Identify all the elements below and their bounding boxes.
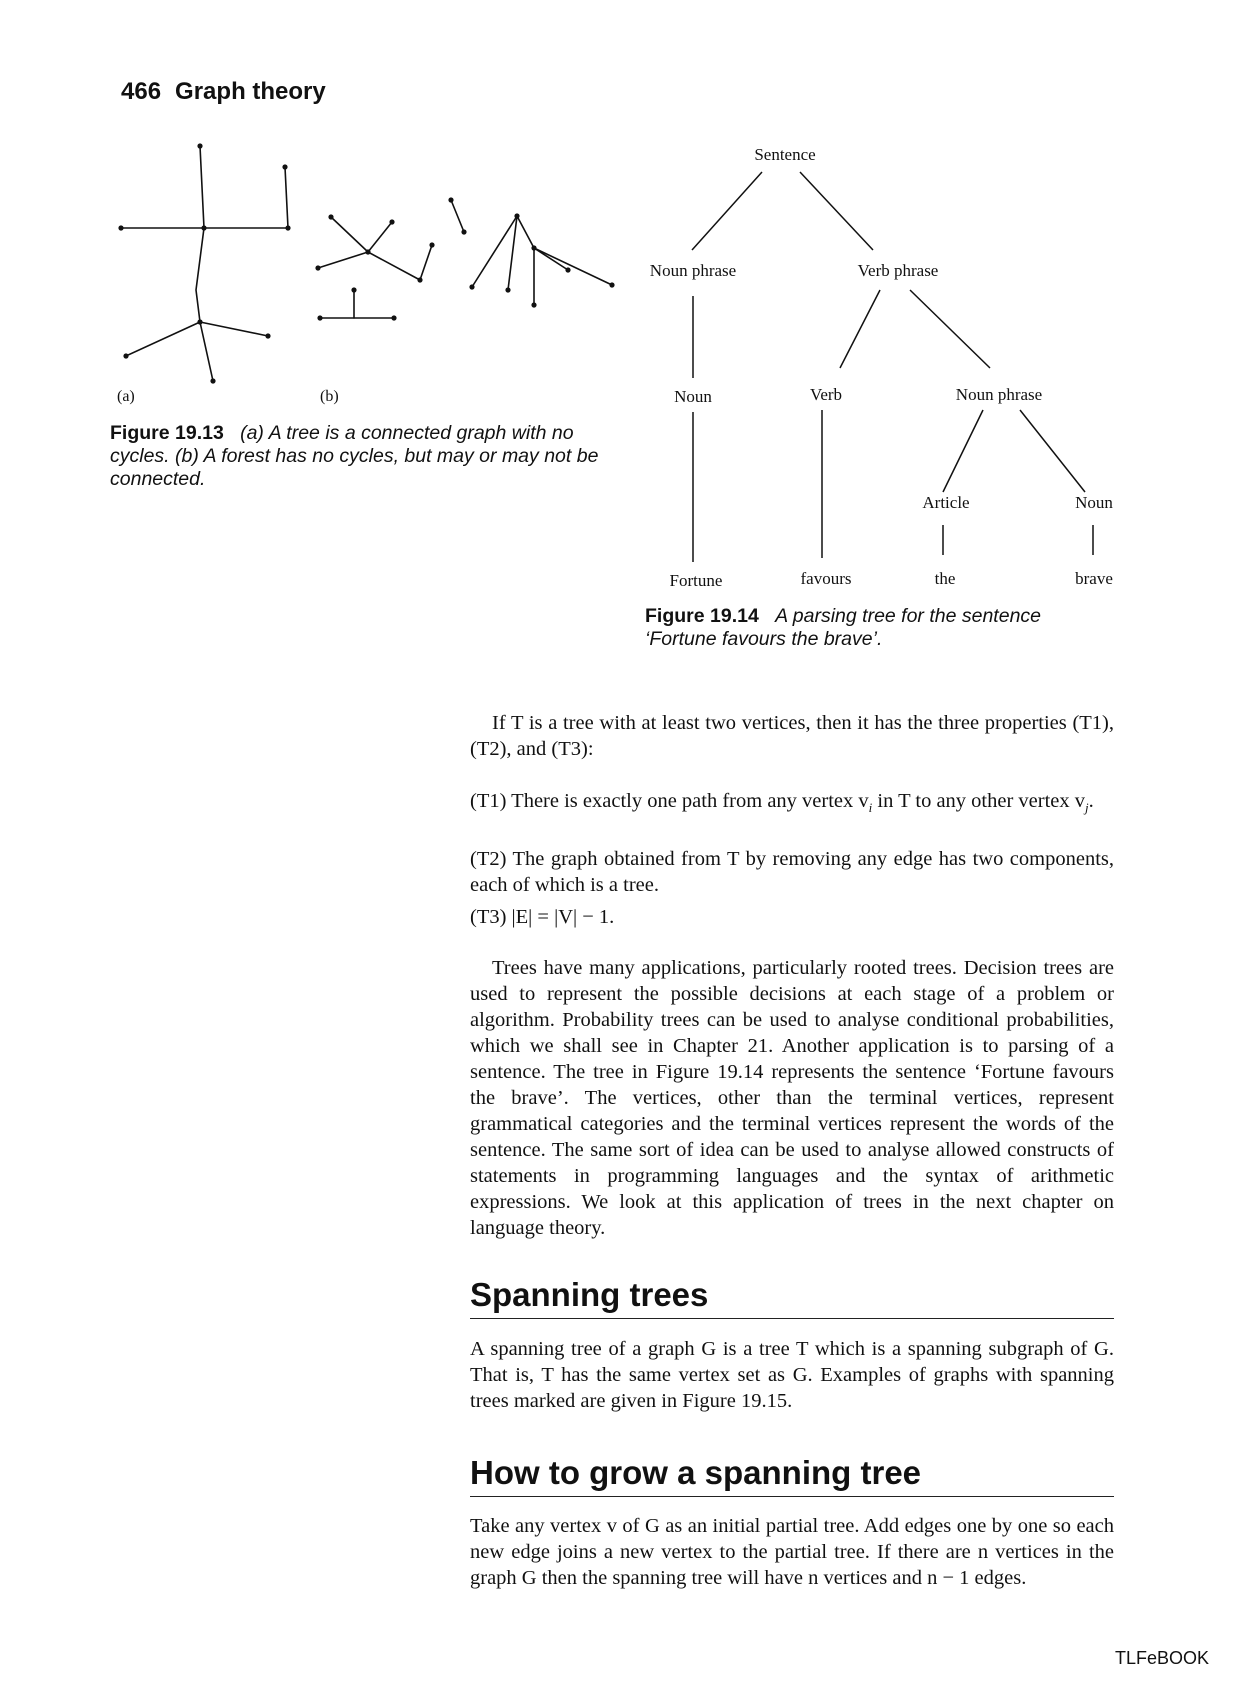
node-article: Article [922, 493, 970, 512]
node-noun-1: Noun [674, 387, 712, 406]
section-heading-grow-spanning-tree: How to grow a spanning tree [470, 1454, 1114, 1497]
chapter-title: Graph theory [175, 78, 326, 105]
edge-sentence-nounphrase [692, 172, 762, 250]
applications-paragraph: Trees have many applications, particularly rooted trees. Decision trees are used to represent the possible decisions at each stage of a problem or algorithm. Probability trees can be used to analyse conditional probabilities, which we shall see in Chapter 21. Another application is to parsing of a sentence. The tree in Figure 19.14 represents the sentence ‘Fortune favours the brave’. The vertices, other than the terminal vertices, represent grammatical categories and the terminal vertices represent the words of the sentence. The same sort of idea can be used to analyse allowed constructs of statements in programming languages and the syntax of arithmetic expressions. We look at this application of trees in the next chapter on language theory. [470, 957, 1114, 1239]
tree-properties-intro: If T is a tree with at least two vertices, then it has the three properties (T1), (T2), and (T3): [470, 712, 1114, 760]
leaf-fortune: Fortune [669, 571, 723, 590]
section-heading-spanning-trees: Spanning trees [470, 1276, 1114, 1319]
figure-19-13-caption-label: Figure 19.13 [110, 422, 224, 444]
figure-19-14-caption-text: A parsing tree for the sentence ‘Fortune favours the brave’. [645, 605, 1042, 650]
node-sentence: Sentence [754, 145, 816, 164]
node-noun-2: Noun [1075, 493, 1113, 512]
edge-nounphrase-article [943, 410, 983, 492]
figure-19-14-caption-label: Figure 19.14 [645, 605, 759, 627]
edge-verbphrase-verb [840, 290, 880, 368]
figure-19-13-caption-text: (a) A tree is a connected graph with no cycles. (b) A forest has no cycles, but may or may not be connected. [110, 422, 599, 490]
property-t1-text-2: in T to any other vertex v [872, 790, 1086, 812]
edge-nounphrase-noun2 [1020, 410, 1085, 492]
node-verb-phrase: Verb phrase [857, 261, 939, 280]
leaf-the: the [934, 569, 956, 588]
figure-19-13-panel-a-label: (a) [117, 388, 135, 405]
footer-watermark: TLFeBOOK [1114, 1648, 1209, 1668]
figure-19-14-caption [645, 605, 1115, 651]
node-verb: Verb [809, 385, 843, 404]
page-number: 466 [121, 78, 162, 105]
figure-19-14-parse-tree [0, 0, 1243, 620]
leaf-favours: favours [800, 569, 852, 588]
node-noun-phrase-1: Noun phrase [649, 261, 737, 280]
node-noun-phrase-2: Noun phrase [955, 385, 1043, 404]
property-t1-sub-i: i [868, 800, 873, 816]
property-t1-sub-j: j [1085, 800, 1089, 816]
property-t1-end: . [1088, 790, 1094, 812]
property-t1-text: (T1) There is exactly one path from any vertex v [470, 790, 869, 812]
property-t3: (T3) |E| = |V| − 1. [470, 906, 615, 928]
figure-19-13-panel-b-label: (b) [320, 388, 339, 405]
edge-sentence-verbphrase [800, 172, 873, 250]
leaf-brave: brave [1075, 569, 1113, 588]
spanning-trees-paragraph: A spanning tree of a graph G is a tree T which is a spanning subgraph of G. That is, T has the same vertex set as G. Examples of graphs with spanning trees marked are given in Figure 19.15. [470, 1338, 1114, 1412]
property-t1 [470, 788, 1114, 821]
property-t2: (T2) The graph obtained from T by removing any edge has two components, each of which is a tree. [470, 848, 1114, 896]
edge-verbphrase-nounphrase [910, 290, 990, 368]
grow-spanning-tree-paragraph: Take any vertex v of G as an initial partial tree. Add edges one by one so each new edge joins a new vertex to the partial tree. If there are n vertices in the graph G then the spanning tree will have n vertices and n − 1 edges. [470, 1515, 1114, 1589]
